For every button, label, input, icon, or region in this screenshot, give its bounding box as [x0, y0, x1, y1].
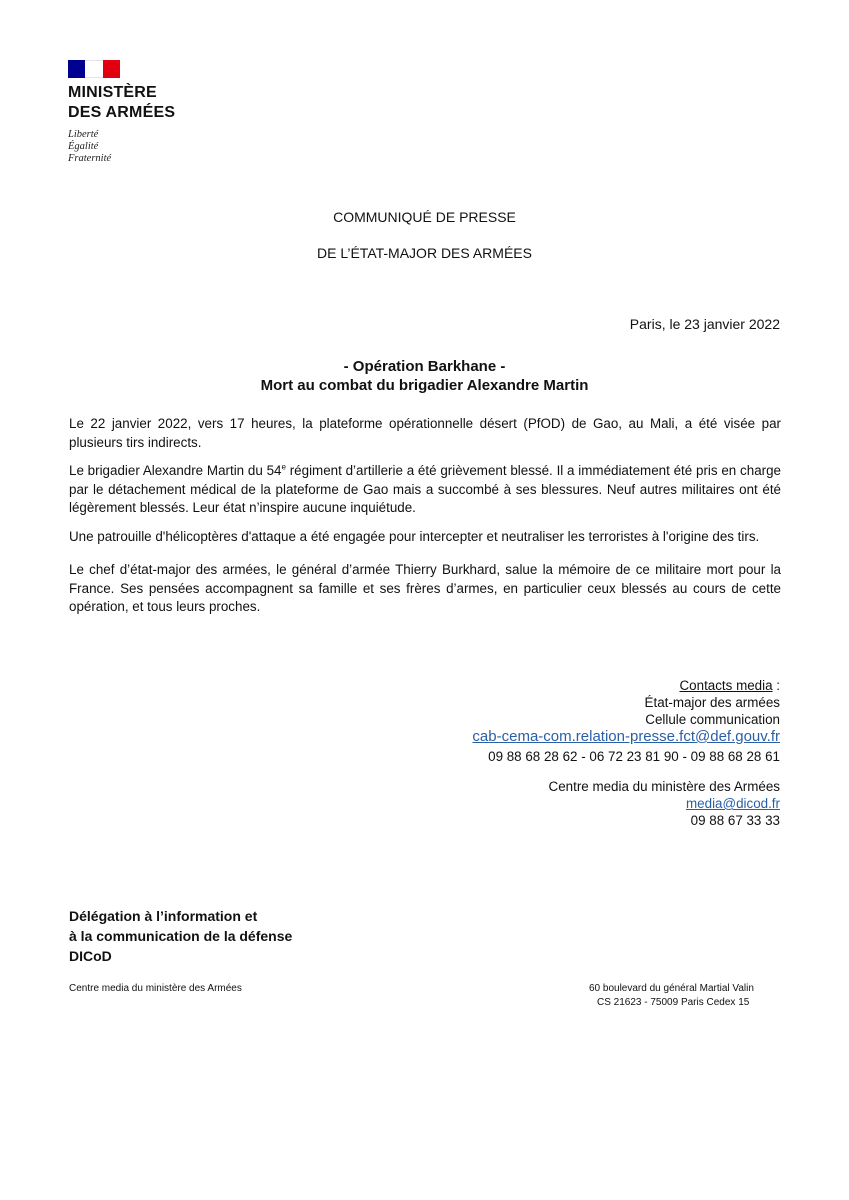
body-paragraph-1: Le 22 janvier 2022, vers 17 heures, la plateforme opérationnelle désert (PfOD) de Gao, au Mali, a été visée par plusieurs tirs indirects. [69, 416, 781, 450]
media-center-name: Centre media du ministère des Armées [548, 779, 780, 794]
footer-dicod-line1: Délégation à l’information et [69, 908, 258, 924]
footer-address-line2: CS 21623 - 75009 Paris Cedex 15 [597, 997, 750, 1008]
media-center-phone: 09 88 67 33 33 [690, 813, 780, 828]
p2-text-end: régiment d’artillerie a été grièvement blessé. Il a immédiatement été pris en charge par le détachement médical de la plateforme de Gao mais a succombé à ses blessures. Neuf autres militaires ont été légèrement blessés. Leur état n’inspire aucune inquiétude. [69, 463, 781, 515]
motto-liberte: Liberté [68, 129, 99, 140]
body-paragraph-4: Le chef d’état-major des armées, le général d’armée Thierry Burkhard, salue la mémoire de ce militaire mort pour la France. Ses pensées accompagnent sa famille et ses frères d’armes, en particulier ceux blessés au cours de cette opération, et tous leurs proches. [69, 562, 781, 614]
press-release-heading: COMMUNIQUÉ DE PRESSE [333, 209, 516, 225]
p2-text-start: Le brigadier Alexandre Martin du 54 [69, 463, 282, 478]
contact-email-link[interactable]: cab-cema-com.relation-presse.fct@def.gouv.fr [472, 728, 780, 745]
body-paragraph-2 [69, 462, 781, 518]
contacts-heading-label: Contacts media [679, 678, 773, 693]
marianne-profile-icon [80, 61, 98, 77]
contact-org: État-major des armées [644, 695, 780, 710]
ministry-name-line1: MINISTÈRE [68, 84, 157, 101]
footer-dicod-line2: à la communication de la défense [69, 928, 293, 944]
motto-egalite: Égalité [68, 141, 99, 152]
contacts-heading [680, 677, 781, 694]
footer-dicod-acronym: DICoD [69, 948, 112, 964]
contacts-heading-colon: : [772, 678, 780, 693]
release-date: Paris, le 23 janvier 2022 [629, 316, 780, 332]
press-release-subheading: DE L’ÉTAT-MAJOR DES ARMÉES [317, 245, 532, 261]
footer-address-line1: 60 boulevard du général Martial Valin [589, 983, 754, 994]
footer-media-center: Centre media du ministère des Armées [69, 983, 242, 994]
ministry-name-line2: DES ARMÉES [68, 104, 176, 121]
release-title: Mort au combat du brigadier Alexandre Martin [260, 377, 589, 394]
body-paragraph-3: Une patrouille d'hélicoptères d'attaque a été engagée pour intercepter et neutraliser les terroristes à l'origine des tirs. [69, 529, 760, 544]
media-center-email-link[interactable]: media@dicod.fr [686, 796, 780, 811]
contact-phones: 09 88 68 28 62 - 06 72 23 81 90 - 09 88 68 28 61 [488, 749, 780, 764]
operation-title: - Opération Barkhane - [343, 358, 506, 375]
motto-fraternite: Fraternité [68, 153, 112, 164]
ordinal-superscript: e [281, 462, 286, 472]
contact-cell: Cellule communication [645, 712, 780, 727]
